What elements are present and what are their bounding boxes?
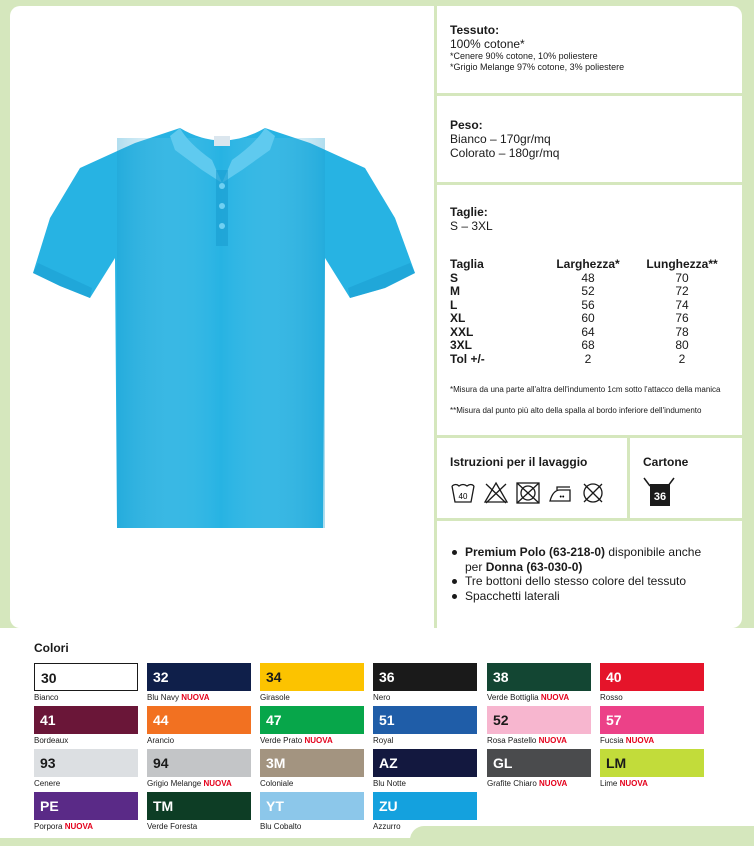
button — [219, 183, 225, 189]
color-swatch[interactable] — [147, 792, 251, 820]
size-row — [450, 272, 730, 286]
color-swatch[interactable] — [260, 749, 364, 777]
swatch-name-text: Grigio Melange — [147, 779, 202, 788]
swatch-name — [487, 736, 567, 746]
size-label: M — [450, 284, 460, 298]
size-value: 52 — [581, 284, 595, 298]
tessuto-note: *Cenere 90% cotone, 10% poliestere — [450, 51, 598, 61]
wash-temp: 40 — [458, 492, 468, 501]
swatch-code: 44 — [153, 712, 169, 728]
size-label: Tol +/- — [450, 351, 485, 366]
swatch-name — [34, 693, 58, 703]
swatch-name — [373, 693, 390, 703]
swatch-code: 40 — [606, 669, 622, 685]
swatch-name-text: Verde Foresta — [147, 822, 198, 831]
divider — [437, 182, 742, 185]
feature-donna: Donna (63-030-0) — [485, 559, 583, 574]
peso-line: Bianco – 170gr/mq — [450, 132, 551, 146]
column-header: Larghezza* — [556, 257, 620, 271]
swatch-code: TM — [153, 798, 174, 814]
tessuto-note: *Grigio Melange 97% cotone, 3% poliestere — [450, 62, 625, 72]
swatch-name — [147, 779, 232, 789]
new-badge: NUOVA — [540, 693, 570, 702]
swatch-name-text: Bianco — [34, 693, 59, 702]
size-value: 48 — [581, 270, 595, 285]
divider-vertical-small — [627, 438, 630, 520]
swatch-code: 3M — [266, 755, 286, 771]
column-header: Taglia — [450, 257, 484, 271]
peso-title: Peso: — [450, 118, 483, 132]
swatch-code: 52 — [493, 712, 509, 728]
feature-product: Premium Polo (63-218-0) — [465, 545, 606, 559]
swatch-name — [373, 822, 401, 832]
divider — [437, 518, 742, 521]
swatch-name — [600, 779, 648, 789]
taglie-range: S – 3XL — [450, 219, 493, 233]
new-badge: NUOVA — [203, 779, 232, 788]
swatch-code: ZU — [379, 798, 398, 814]
swatch-name — [147, 736, 174, 746]
swatch-name-text: Blu Cobalto — [260, 822, 302, 831]
swatch-name-text: Bordeaux — [34, 736, 69, 745]
swatch-name — [487, 693, 569, 703]
swatch-name-text: Porpora — [34, 822, 63, 831]
size-value: 64 — [581, 324, 595, 339]
swatch-code: 36 — [379, 669, 395, 685]
wash-40-icon — [450, 480, 476, 506]
color-swatch[interactable] — [373, 792, 477, 820]
swatch-name-text: Girasole — [260, 693, 290, 702]
new-badge: NUOVA — [181, 693, 210, 702]
peso-section — [450, 118, 559, 160]
size-value: 60 — [581, 311, 595, 325]
color-swatch[interactable] — [487, 663, 591, 691]
lavaggio-title: Istruzioni per il lavaggio — [450, 455, 588, 469]
color-swatch[interactable] — [373, 749, 477, 777]
swatch-name-text: Verde Prato — [260, 736, 303, 745]
swatch-code: 32 — [153, 669, 169, 685]
color-swatch[interactable] — [147, 749, 251, 777]
swatch-name — [487, 779, 567, 789]
size-value: 2 — [584, 351, 592, 366]
swatch-code: LM — [606, 755, 627, 771]
color-swatch[interactable] — [600, 749, 704, 777]
size-value: 2 — [678, 351, 686, 366]
color-swatch[interactable] — [147, 706, 251, 734]
swatch-name — [260, 779, 293, 789]
feature-text: disponibile anche per — [465, 545, 702, 574]
no-dry-clean-icon — [580, 480, 606, 506]
new-badge: NUOVA — [619, 779, 648, 788]
color-swatch[interactable] — [260, 663, 364, 691]
button — [219, 223, 225, 229]
colors-title: Colori — [34, 641, 69, 655]
taglie-section — [450, 205, 493, 233]
swatch-name-text: Arancio — [147, 736, 175, 745]
swatch-name-text: Lime — [600, 779, 618, 788]
swatch-name — [147, 693, 210, 703]
label-icon — [214, 136, 230, 146]
feature-item: Spacchetti laterali — [450, 589, 720, 604]
size-table-header — [450, 258, 730, 272]
product-image — [30, 108, 420, 538]
swatch-name-text: Cenere — [34, 779, 61, 788]
carton-qty: 36 — [653, 491, 667, 503]
divider-vertical — [434, 6, 437, 628]
size-row — [450, 285, 730, 299]
taglie-title: Taglie: — [450, 205, 488, 219]
swatch-name-text: Rosa Pastello — [487, 736, 537, 745]
swatch-name-text: Blu Navy — [147, 693, 180, 702]
swatch-code: 38 — [493, 669, 509, 685]
color-swatch[interactable] — [487, 706, 591, 734]
size-note-length: **Misura dal punto più alto della spalla al bordo inferiore dell'indumento — [450, 406, 702, 415]
color-swatch[interactable] — [373, 706, 477, 734]
iron-dots: •• — [559, 494, 565, 501]
color-swatch[interactable] — [600, 663, 704, 691]
swatch-name-text: Nero — [373, 693, 391, 702]
size-value: 78 — [675, 324, 689, 339]
color-swatch[interactable] — [34, 663, 138, 691]
swatch-name-text: Fucsia — [600, 736, 624, 745]
new-badge: NUOVA — [304, 736, 333, 745]
swatch-code: 47 — [266, 712, 282, 728]
no-bleach-icon — [483, 480, 509, 506]
tessuto-value: 100% cotone* — [450, 37, 525, 51]
swatch-code: 41 — [40, 712, 56, 728]
new-badge: NUOVA — [64, 822, 93, 831]
divider — [437, 93, 742, 96]
size-value: 72 — [675, 284, 689, 298]
swatch-code: 94 — [153, 755, 169, 771]
new-badge: NUOVA — [539, 779, 568, 788]
size-row — [450, 353, 730, 367]
size-value: 80 — [675, 338, 689, 352]
swatch-code: GL — [493, 755, 513, 771]
color-swatch[interactable] — [600, 706, 704, 734]
size-label: 3XL — [450, 338, 473, 352]
size-label: L — [450, 297, 458, 312]
new-badge: NUOVA — [625, 736, 655, 745]
swatch-name — [260, 736, 333, 746]
swatch-name — [34, 736, 68, 746]
color-swatch[interactable] — [34, 706, 138, 734]
swatch-name — [34, 822, 93, 832]
swatch-name-text: Verde Bottiglia — [487, 693, 539, 702]
swatch-code: PE — [40, 798, 59, 814]
feature-item: Tre bottoni dello stesso colore del tessuto — [450, 574, 720, 589]
swatch-name — [373, 779, 406, 789]
swatch-code: 34 — [266, 669, 282, 685]
color-swatch[interactable] — [373, 663, 477, 691]
swatch-code: YT — [266, 798, 284, 814]
swatch-code: AZ — [379, 755, 398, 771]
swatch-code: 57 — [606, 712, 622, 728]
button — [219, 203, 225, 209]
swatch-name — [260, 822, 301, 832]
swatch-name — [600, 736, 654, 746]
size-row — [450, 312, 730, 326]
size-value: 70 — [675, 270, 689, 285]
peso-line: Colorato – 180gr/mq — [450, 146, 560, 160]
swatch-code: 93 — [40, 755, 56, 771]
carton-icon — [642, 474, 676, 508]
panel-tab-decoration — [410, 826, 754, 846]
size-value: 56 — [581, 297, 595, 312]
size-label: XL — [450, 311, 466, 325]
swatch-name-text: Azzurro — [373, 822, 401, 831]
swatch-name — [34, 779, 60, 789]
swatch-name — [147, 822, 197, 832]
feature-item — [450, 545, 720, 574]
size-table — [450, 258, 730, 366]
size-row — [450, 339, 730, 353]
size-value: 74 — [675, 297, 689, 312]
tessuto-title: Tessuto: — [450, 23, 500, 37]
size-row — [450, 299, 730, 313]
swatch-name — [260, 693, 290, 703]
color-swatch[interactable] — [260, 706, 364, 734]
column-header: Lunghezza** — [646, 257, 718, 271]
swatch-name-text: Rosso — [600, 693, 623, 702]
swatch-code: 51 — [379, 712, 395, 728]
color-swatch[interactable] — [34, 749, 138, 777]
size-label: S — [450, 270, 459, 285]
swatch-name-text: Blu Notte — [373, 779, 406, 788]
no-tumble-dry-icon — [515, 480, 541, 506]
iron-low-icon — [547, 480, 573, 506]
size-note-width: *Misura da una parte all'altra dell'indumento 1cm sotto l'attacco della manica — [450, 385, 721, 394]
size-value: 68 — [581, 338, 595, 352]
swatch-code: 30 — [41, 670, 57, 686]
new-badge: NUOVA — [538, 736, 567, 745]
cartone-title: Cartone — [643, 455, 689, 469]
color-swatch[interactable] — [487, 749, 591, 777]
size-label: XXL — [450, 324, 474, 339]
tessuto-section — [450, 23, 624, 73]
size-value: 76 — [675, 311, 689, 325]
swatch-name — [373, 736, 393, 746]
divider — [437, 435, 742, 438]
swatch-name-text: Grafite Chiaro — [487, 779, 537, 788]
color-swatch[interactable] — [34, 792, 138, 820]
color-swatch[interactable] — [260, 792, 364, 820]
swatch-name — [600, 693, 623, 703]
color-swatch[interactable] — [147, 663, 251, 691]
swatch-name-text: Royal — [373, 736, 394, 745]
swatch-name-text: Coloniale — [260, 779, 294, 788]
feature-list — [450, 545, 720, 603]
size-row — [450, 326, 730, 340]
